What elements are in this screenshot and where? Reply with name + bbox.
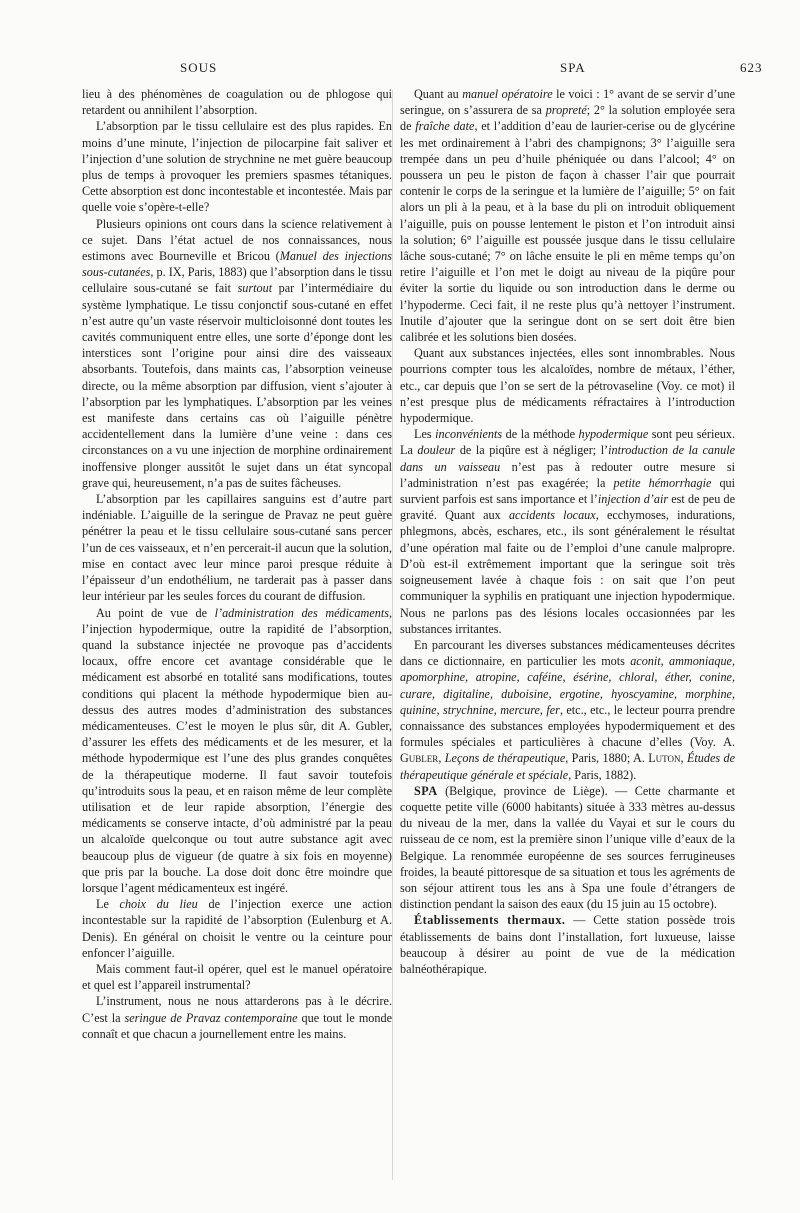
page-number: 623 [740, 60, 763, 75]
paragraph: SPA (Belgique, province de Liège). — Cette charmante et coquette petite ville (6000 habitants) située à 333 mètres au-dessus du niveau de la mer, dans la vallée du Vayai et sur le cours du ruisseau de ce nom, est la première sinon l’unique ville d’eaux de la Belgique. La renommée européenne de ses sources ferrugineuses froides, la beauté pittoresque de sa situation et tous les agréments de son séjour attirent tous les ans à Spa une foule d’étrangers de distinction pendant la saison des eaux (du 15 juin au 15 octobre). [400, 783, 735, 912]
running-head-left: SOUS [180, 60, 218, 75]
paragraph: Quant aux substances injectées, elles sont innombrables. Nous pourrions compter tous les alcaloïdes, nombre de métaux, l’éther, etc., car depuis que l’on se sert de la pétrovaseline (Voy. ce mot) il n’est presque plus de médicaments réfractaires à l’introduction hypodermique. [400, 346, 735, 426]
paragraph: Quant au manuel opératoire le voici : 1° avant de se servir d’une seringue, on s’assurera de sa propreté; 2° la solution employée sera de fraîche date, et l’addition d’eau de laurier-cerise ou de glycérine les met ordinairement à l’abri des champignons; 3° l’aiguille sera trempée dans un peu d’huile phéniquée ou dans l’alcool; 4° on poussera un peu le piston de façon à chasser l’air que pourrait contenir le corps de la seringue et la lumière de l’aiguille; 5° on fait alors un pli à la peau, et à la base du pli on introduit obliquement l’aiguille, puis on pousse lentement le piston et l’on introduit ainsi la solution; 6° l’aiguille est poussée jusque dans le tissu cellulaire lâche sous-cutané; 7° on lâche ensuite le pli en même temps qu’on retire l’aiguille et l’on met le doigt au niveau de la piqûre pour éviter la sortie du liquide ou son introduction dans le derme ou l’hypoderme. Ceci fait, il ne reste plus qu’à nettoyer l’instrument. Inutile d’ajouter que la seringue dont on se sert doit être bien calibrée et les solutions bien dosées. [400, 87, 735, 345]
paragraph: Mais comment faut-il opérer, quel est le manuel opératoire et quel est l’appareil instrumental? [82, 961, 392, 993]
paragraph: Plusieurs opinions ont cours dans la science relativement à ce sujet. Dans l’état actuel de nos connaissances, nous estimons avec Bourneville et Bricou (Manuel des injections sous-cutanées, p. IX, Paris, 1883) que l’absorption dans le tissu cellulaire sous-cutané se fait surtout par l’intermédiaire du système lymphatique. Le tissu conjonctif sous-cutané en effet n’est autre qu’un vaste réservoir multicloisonné dont toutes les cavités communiquent entre elles, une sorte d’éponge dont les interstices sont l’origine pour ainsi dire des vaisseaux absorbants. Toutefois, dans maints cas, l’absorption veineuse directe, ou la même absorption par diffusion, vient s’ajouter à l’absorption par les lymphatiques. L’absorption par les veines est manifeste dans certains cas où l’aiguille pénètre accidentellement dans la lumière d’une veine : dans ces circonstances on a vu une injection de morphine ordinairement inoffensive plonger aussitôt le sujet dans un état syncopal grave qui, heureusement, n’a pas de suites fâcheuses. [82, 216, 392, 490]
paragraph: Établissements thermaux. — Cette station possède trois établissements de bains dont l’installation, fort luxueuse, laisse beaucoup à désirer au point de vue de la médication balnéothérapique. [400, 913, 735, 976]
paragraph: L’instrument, nous ne nous attarderons pas à le décrire. C’est la seringue de Pravaz contemporaine que tout le monde connaît et que chacun a journellement entre les mains. [82, 994, 392, 1041]
paragraph: Les inconvénients de la méthode hypodermique sont peu sérieux. La douleur de la piqûre est à négliger; l’introduction de la canule dans un vaisseau n’est pas à redouter outre mesure si l’administration n’est pas exagérée; la petite hémorrhagie qui survient parfois est sans importance et l’injection d’air est de peu de gravité. Quant aux accidents locaux, ecchymoses, indurations, phlegmons, abcès, eschares, etc., ils sont généralement le résultat d’une opération mal faite ou de l’emploi d’une canule malpropre. D’où est-il extrêmement important que la seringue soit très soigneusement lavée à chaque fois : on sait que l’on peut communiquer la syphilis en pratiquant une injection hypodermique. Nous ne parlons pas des lésions locales occasionnées par les substances irritantes. [400, 427, 736, 636]
paragraph: L’absorption par le tissu cellulaire est des plus rapides. En moins d’une minute, l’injection de pilocarpine fait saliver et l’injection d’une solution de strychnine ne met guère beaucoup plus de temps à provoquer les premiers spasmes tétaniques. Cette absorption est donc incontestable et incontestée. Mais par quelle voie s’opère-t-elle? [82, 119, 392, 215]
paragraph: lieu à des phénomènes de coagulation ou de phlogose qui retardent ou annihilent l’absorption. [82, 87, 392, 118]
paragraph: Au point de vue de l’administration des médicaments, l’injection hypodermique, outre la rapidité de l’absorption, quand la substance injectée ne provoque pas d’accidents locaux, offre encore cet avantage considérable que le médicament est absorbé en totalité sans modifications, toutes conditions qui placent la méthode hypodermique bien au-dessus des autres modes d’administration des substances médicamenteuses. C’est le moyen le plus sûr, dit A. Gubler, d’assurer les effets des médicaments et de les mesurer, et la méthode hypodermique est l’une des plus grandes conquêtes de la thérapeutique moderne. Il faut savoir toutefois qu’introduits sous la peau, et en raison même de leur complète utilisation et de leur rapide absorption, l’énergie des médicaments se conserve intacte, d’où administré par la peau un alcaloïde quelconque ou tout autre substance agit avec beaucoup plus de vigueur (de quatre à six fois en moyenne) que pris par la bouche. La dose doit donc être moindre que lorsque l’agent médicamenteux est ingéré. [82, 605, 392, 895]
left-text-column [82, 86, 392, 1042]
paragraph: En parcourant les diverses substances médicamenteuses décrites dans ce dictionnaire, en particulier les mots aconit, ammoniaque, apomorphine, atropine, caféine, ésérine, chloral, éther, conine, curare, digitaline, duboisine, ergotine, hyoscyamine, morphine, quinine, strychnine, mercure, fer, etc., etc., le lecteur pourra prendre connaissance des substances employées hypodermiquement et des formules spéciales et particulières à chacune d’elles (Voy. A. Gubler, Leçons de thérapeutique, Paris, 1880; A. Luton, Études de thérapeutique générale et spéciale, Paris, 1882). [400, 637, 735, 782]
column-divider [392, 90, 393, 1180]
paragraph: L’absorption par les capillaires sanguins est d’autre part indéniable. L’aiguille de la seringue de Pravaz ne peut guère pénétrer la peau et le tissu cellulaire sous-cutané sans percer l’un de ces vaisseaux, et n’en percerait-il aucun que la solution, mise en contact avec leur mince paroi presque réduite à l’épaisseur d’un endothélium, ne tarderait pas à passer dans leur intérieur par les seules forces du courant de diffusion. [82, 492, 392, 604]
right-text-column [400, 86, 735, 977]
paragraph: Le choix du lieu de l’injection exerce une action incontestable sur la rapidité de l’absorption (Eulenburg et A. Denis). En général on choisit le ventre ou la ceinture pour enfoncer l’aiguille. [82, 897, 392, 960]
running-head-right: SPA [560, 60, 586, 75]
